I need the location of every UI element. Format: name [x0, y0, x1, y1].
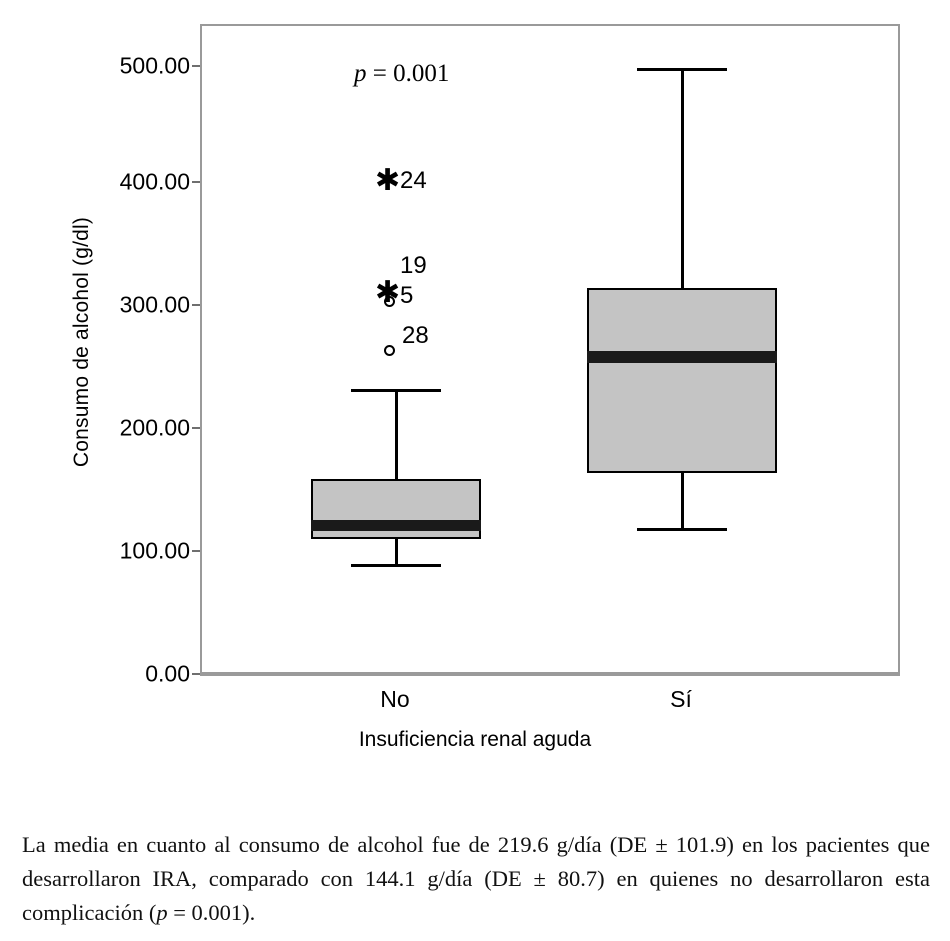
whisker-cap-lower-no	[351, 564, 441, 567]
caption-part2: = 0.001).	[167, 899, 256, 925]
y-tick-label-100: 100.00	[119, 537, 190, 564]
y-tick-label-500: 500.00	[119, 52, 190, 79]
outlier-circle-28	[384, 345, 395, 356]
p-value-text: = 0.001	[366, 60, 450, 87]
box-si	[587, 288, 777, 473]
outlier-label-28: 28	[402, 322, 429, 349]
whisker-upper-si	[681, 68, 684, 288]
y-tick-label-0: 0.00	[145, 660, 190, 687]
whisker-cap-upper-no	[351, 389, 441, 392]
p-symbol: p	[354, 60, 367, 87]
whisker-cap-lower-si	[637, 528, 727, 531]
outlier-star-5: ✱	[375, 276, 401, 309]
caption-p-symbol: p	[156, 899, 168, 925]
whisker-upper-no	[395, 389, 398, 479]
y-tick-label-200: 200.00	[119, 414, 190, 441]
x-tick-label-no: No	[380, 686, 410, 712]
y-tick-label-400: 400.00	[119, 168, 190, 195]
whisker-cap-upper-si	[637, 68, 727, 71]
figure-caption	[22, 828, 930, 929]
whisker-lower-no	[395, 539, 398, 566]
outlier-label-5: 5	[400, 282, 414, 309]
median-si	[587, 351, 777, 363]
plot-area	[200, 24, 900, 674]
x-tick-label-si: Sí	[670, 686, 692, 712]
y-tick-label-300: 300.00	[119, 291, 190, 318]
median-no	[311, 520, 481, 531]
outlier-label-19: 19	[400, 252, 427, 279]
x-axis-line	[200, 674, 900, 676]
y-axis-title: Consumo de alcohol (g/dl)	[70, 216, 93, 468]
caption-part1: La media en cuanto al consumo de alcohol fue de 219.6 g/día (DE ± 101.9) en los pacientes que desarrollaron IRA, comparado con 144.1 g/día (DE ± 80.7) en quienes no desarrollaron esta complicación (	[22, 832, 930, 925]
outlier-label-24: 24	[400, 167, 427, 194]
x-axis-title: Insuficiencia renal aguda	[358, 728, 592, 751]
outlier-star-24: ✱	[375, 164, 401, 197]
p-value-annotation	[354, 60, 449, 88]
y-axis-tick-labels	[72, 24, 190, 687]
whisker-lower-si	[681, 473, 684, 530]
